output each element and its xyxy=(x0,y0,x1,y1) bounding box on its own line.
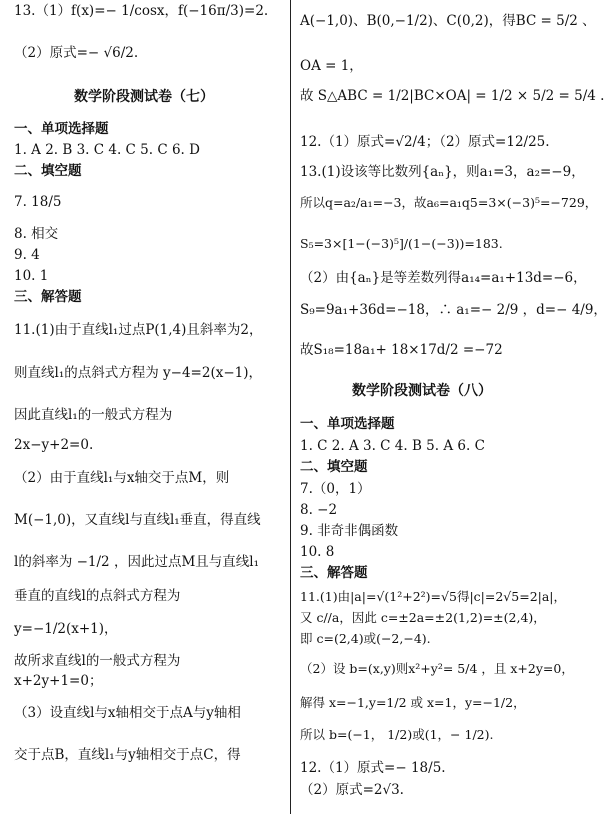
text-line: 故S₁₈=18a₁+ 18×17d/2 =−72 xyxy=(300,342,503,358)
section-heading: 三、解答题 xyxy=(300,565,368,581)
text-line: （2）原式=− √6/2. xyxy=(14,45,139,61)
text-line: 12.（1）原式=− 18/5. xyxy=(300,760,446,776)
text-line: S₅=3×[1−(−3)⁵]/(1−(−3))=183. xyxy=(300,236,503,251)
text-line: 2x−y+2=0. xyxy=(14,437,94,453)
text-line: 垂直的直线l的点斜式方程为 xyxy=(14,588,181,604)
text-line: S₉=9a₁+36d=−18，∴ a₁=− 2/9 ，d=− 4/9， xyxy=(300,302,607,318)
section-heading: 三、解答题 xyxy=(14,289,82,305)
section-heading: 二、填空题 xyxy=(300,459,368,475)
text-line: 11.(1)由|a|=√(1²+2²)=√5得|c|=2√5=2|a|， xyxy=(300,589,567,604)
text-line: 8. −2 xyxy=(300,502,338,518)
text-line: x+2y+1=0； xyxy=(14,673,103,689)
text-line: 交于点B，直线l₁与y轴相交于点C，得 xyxy=(14,747,241,763)
text-line: 13.(1)设该等比数列{aₙ}，则a₁=3，a₂=−9， xyxy=(300,164,585,180)
text-line: 7. 18/5 xyxy=(14,194,62,210)
text-line: A(−1,0)、B(0,−1/2)、C(0,2)，得BC = 5/2 、 xyxy=(300,13,596,29)
text-line: （2）由{aₙ}是等差数列得a₁₄=a₁+13d=−6， xyxy=(300,270,587,286)
column-divider xyxy=(290,0,291,814)
text-line: 10. 1 xyxy=(14,268,49,284)
text-line: 解得 x=−1,y=1/2 或 x=1，y=−1/2， xyxy=(300,695,526,710)
text-line: 7.（0，1） xyxy=(300,481,371,497)
text-line: M(−1,0)，又直线l与直线l₁垂直，得直线 xyxy=(14,512,261,528)
text-line: 则直线l₁的点斜式方程为 y−4=2(x−1)， xyxy=(14,365,262,381)
left-column xyxy=(14,0,286,814)
section-heading: 一、单项选择题 xyxy=(14,121,109,137)
text-line: 即 c=(2,4)或(−2,−4). xyxy=(300,631,431,646)
right-column xyxy=(300,0,607,814)
text-line: （2）设 b=(x,y)则x²+y²= 5/4 ，且 x+2y=0， xyxy=(300,661,574,676)
section-heading: 一、单项选择题 xyxy=(300,416,395,432)
text-line: 所以 b=(−1， 1/2)或(1，− 1/2). xyxy=(300,727,494,742)
text-line: 故所求直线l的一般式方程为 xyxy=(14,653,181,669)
text-line: 8. 相交 xyxy=(14,226,59,242)
text-line: 13.（1）f(x)=− 1/cosx，f(−16π/3)=2. xyxy=(14,3,269,19)
text-line: y=−1/2(x+1)， xyxy=(14,621,118,637)
section-title: 数学阶段测试卷（七） xyxy=(74,89,214,105)
text-line: OA = 1， xyxy=(300,58,363,74)
text-line: 10. 8 xyxy=(300,544,335,560)
text-line: l的斜率为 −1/2 ，因此过点M且与直线l₁ xyxy=(14,554,259,570)
text-line: 12.（1）原式=√2/4；（2）原式=12/25. xyxy=(300,134,550,150)
text-line: （3）设直线l与x轴相交于点A与y轴相 xyxy=(14,705,241,721)
text-line: 所以q=a₂/a₁=−3，故a₆=a₁q5=3×(−3)⁵=−729， xyxy=(300,195,598,210)
text-line: （2）由于直线l₁与x轴交于点M，则 xyxy=(14,470,230,486)
text-line: 因此直线l₁的一般式方程为 xyxy=(14,407,173,423)
text-line: 11.(1)由于直线l₁过点P(1,4)且斜率为2， xyxy=(14,322,263,338)
section-title: 数学阶段测试卷（八） xyxy=(352,383,492,399)
text-line: 又 c//a，因此 c=±2a=±2(1,2)=±(2,4)， xyxy=(300,610,546,625)
text-line: 1. A 2. B 3. C 4. C 5. C 6. D xyxy=(14,142,200,158)
text-line: 9. 4 xyxy=(14,247,40,263)
section-heading: 二、填空题 xyxy=(14,163,82,179)
text-line: 故 S△ABC = 1/2|BC×OA| = 1/2 × 5/2 = 5/4 . xyxy=(300,88,605,104)
text-line: （2）原式=2√3. xyxy=(300,782,404,798)
text-line: 9. 非奇非偶函数 xyxy=(300,523,399,539)
text-line: 1. C 2. A 3. C 4. B 5. A 6. C xyxy=(300,438,485,454)
